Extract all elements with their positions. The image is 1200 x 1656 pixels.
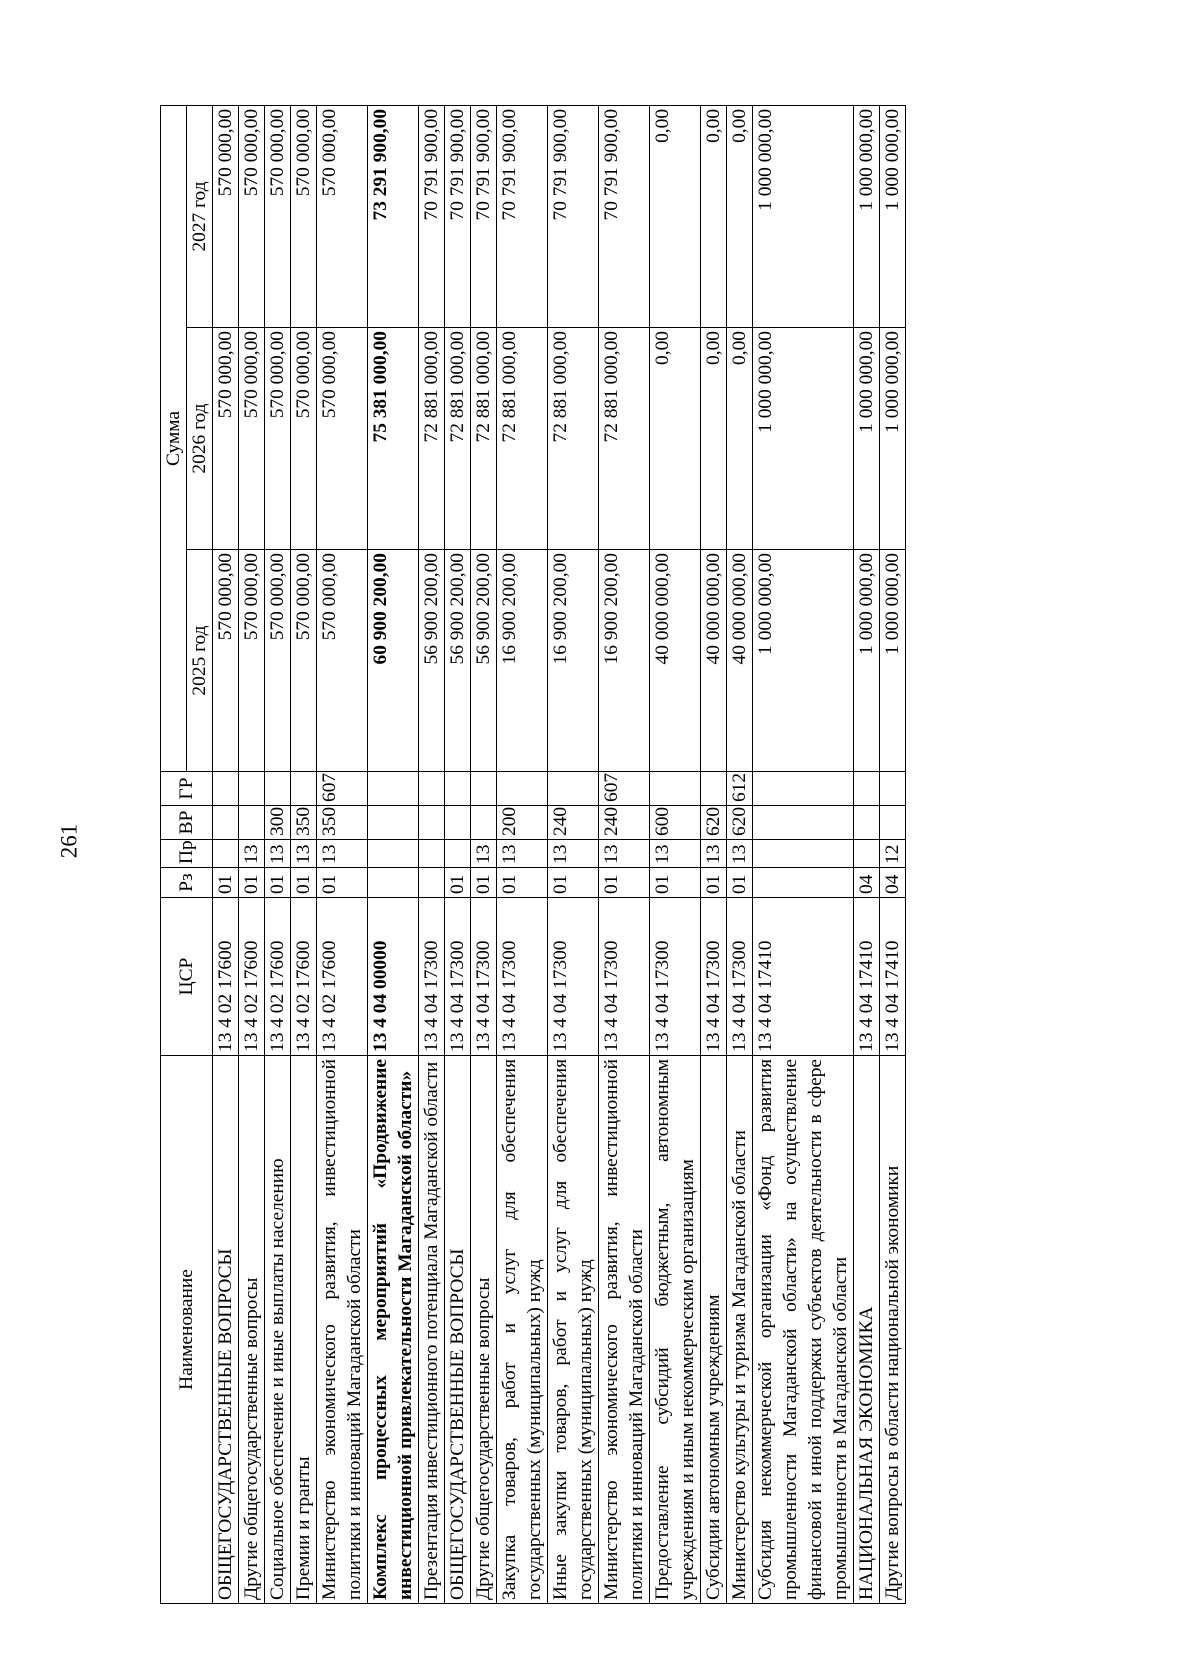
- row-gr: [854, 772, 880, 806]
- row-csr: 13 4 04 17410: [753, 898, 854, 1056]
- row-gr: [497, 772, 548, 806]
- row-csr: 13 4 04 17300: [599, 898, 650, 1056]
- row-gr: [650, 772, 701, 806]
- row-csr: 13 4 04 17300: [497, 898, 548, 1056]
- header-rz: Рз: [161, 868, 213, 898]
- table-row: [213, 105, 239, 1603]
- row-pr: 13: [317, 840, 368, 868]
- row-sum-2025: 570 000,00: [265, 550, 291, 772]
- table-row: [239, 105, 265, 1603]
- row-rz: 01: [213, 868, 239, 898]
- row-sum-2027: 570 000,00: [265, 105, 291, 327]
- row-sum-2025: 56 900 200,00: [419, 550, 445, 772]
- row-gr: [701, 772, 727, 806]
- table-row: [291, 105, 317, 1603]
- row-gr: 607: [317, 772, 368, 806]
- row-rz: 01: [497, 868, 548, 898]
- row-gr: [471, 772, 497, 806]
- row-sum-2026: 0,00: [701, 328, 727, 550]
- row-name: ОБЩЕГОСУДАРСТВЕННЫЕ ВОПРОСЫ: [445, 1056, 471, 1604]
- row-pr: [753, 840, 854, 868]
- row-rz: 01: [239, 868, 265, 898]
- row-csr: 13 4 02 17600: [239, 898, 265, 1056]
- row-vr: [471, 806, 497, 840]
- row-sum-2025: 570 000,00: [291, 550, 317, 772]
- row-vr: [753, 806, 854, 840]
- row-csr: 13 4 04 17300: [548, 898, 599, 1056]
- row-name: Министерство культуры и туризма Магаданской области: [727, 1056, 753, 1604]
- row-rz: [419, 868, 445, 898]
- row-csr: 13 4 02 17600: [265, 898, 291, 1056]
- row-pr: 13: [265, 840, 291, 868]
- row-name: Другие вопросы в области национальной экономики: [880, 1056, 906, 1604]
- row-name: Субсидии автономным учреждениям: [701, 1056, 727, 1604]
- row-pr: [854, 840, 880, 868]
- row-sum-2026: 0,00: [727, 328, 753, 550]
- row-csr: 13 4 04 17300: [419, 898, 445, 1056]
- row-sum-2027: 73 291 900,00: [368, 105, 419, 327]
- row-gr: [368, 772, 419, 806]
- row-gr: 607: [599, 772, 650, 806]
- row-sum-2027: 0,00: [727, 105, 753, 327]
- table-row: [445, 105, 471, 1603]
- row-sum-2027: 70 791 900,00: [497, 105, 548, 327]
- row-pr: 13: [291, 840, 317, 868]
- table-row: [317, 105, 368, 1603]
- rotated-table-sheet: [160, 108, 1160, 1604]
- row-pr: [419, 840, 445, 868]
- header-sum: Сумма: [161, 105, 187, 771]
- row-sum-2026: 570 000,00: [291, 328, 317, 550]
- row-csr: 13 4 04 17300: [650, 898, 701, 1056]
- row-sum-2025: 570 000,00: [317, 550, 368, 772]
- row-sum-2025: 40 000 000,00: [650, 550, 701, 772]
- row-gr: [548, 772, 599, 806]
- row-sum-2027: 70 791 900,00: [445, 105, 471, 327]
- row-sum-2026: 570 000,00: [213, 328, 239, 550]
- row-name: Министерство экономического развития, инвестиционной политики и инноваций Магаданской области: [599, 1056, 650, 1604]
- row-sum-2025: 1 000 000,00: [753, 550, 854, 772]
- row-sum-2026: 72 881 000,00: [599, 328, 650, 550]
- row-vr: 620: [701, 806, 727, 840]
- row-name: Субсидия некоммерческой организации «Фонд развития промышленности Магаданской области» на осуществление финансовой и иной поддержки субъектов деятельности в сфере промышленности в Магаданской области: [753, 1056, 854, 1604]
- row-csr: 13 4 04 17300: [471, 898, 497, 1056]
- header-year-2027: 2027 год: [187, 105, 213, 327]
- row-sum-2027: 70 791 900,00: [471, 105, 497, 327]
- row-gr: [239, 772, 265, 806]
- row-sum-2027: 70 791 900,00: [599, 105, 650, 327]
- table-row: [265, 105, 291, 1603]
- table-row: [880, 105, 906, 1603]
- table-row: [599, 105, 650, 1603]
- row-pr: 13: [599, 840, 650, 868]
- table-row: [727, 105, 753, 1603]
- row-sum-2026: 72 881 000,00: [497, 328, 548, 550]
- row-rz: 01: [291, 868, 317, 898]
- row-pr: 13: [548, 840, 599, 868]
- row-pr: [445, 840, 471, 868]
- header-name: Наименование: [161, 1056, 213, 1604]
- row-pr: [368, 840, 419, 868]
- header-csr: ЦСР: [161, 898, 213, 1056]
- row-sum-2025: 570 000,00: [213, 550, 239, 772]
- row-sum-2025: 60 900 200,00: [368, 550, 419, 772]
- row-vr: 300: [265, 806, 291, 840]
- header-gr: ГР: [161, 772, 213, 806]
- row-sum-2025: 40 000 000,00: [701, 550, 727, 772]
- row-gr: [753, 772, 854, 806]
- row-vr: 240: [599, 806, 650, 840]
- row-vr: [880, 806, 906, 840]
- row-vr: 600: [650, 806, 701, 840]
- row-csr: 13 4 04 17300: [727, 898, 753, 1056]
- row-sum-2025: 16 900 200,00: [497, 550, 548, 772]
- row-name: ОБЩЕГОСУДАРСТВЕННЫЕ ВОПРОСЫ: [213, 1056, 239, 1604]
- row-csr: 13 4 04 17300: [701, 898, 727, 1056]
- row-name: Премии и гранты: [291, 1056, 317, 1604]
- row-name: Социальное обеспечение и иные выплаты населению: [265, 1056, 291, 1604]
- row-pr: 13: [650, 840, 701, 868]
- row-rz: 01: [445, 868, 471, 898]
- table-row: [419, 105, 445, 1603]
- row-sum-2027: 70 791 900,00: [548, 105, 599, 327]
- row-sum-2027: 1 000 000,00: [880, 105, 906, 327]
- table-row: [471, 105, 497, 1603]
- row-name: Комплекс процессных мероприятий «Продвижение инвестиционной привлекательности Магаданской области»: [368, 1056, 419, 1604]
- table-header: [161, 105, 213, 1603]
- row-sum-2026: 570 000,00: [265, 328, 291, 550]
- row-sum-2025: 40 000 000,00: [727, 550, 753, 772]
- row-name: Иные закупки товаров, работ и услуг для обеспечения государственных (муниципальных) нужд: [548, 1056, 599, 1604]
- row-sum-2026: 75 381 000,00: [368, 328, 419, 550]
- header-year-2025: 2025 год: [187, 550, 213, 772]
- row-sum-2025: 570 000,00: [239, 550, 265, 772]
- row-sum-2025: 1 000 000,00: [880, 550, 906, 772]
- row-sum-2025: 56 900 200,00: [471, 550, 497, 772]
- row-vr: [419, 806, 445, 840]
- header-vr: ВР: [161, 806, 213, 840]
- row-name: Предоставление субсидий бюджетным, автономным учреждениям и иным некоммерческим организациям: [650, 1056, 701, 1604]
- row-vr: [213, 806, 239, 840]
- page-number: 261: [56, 823, 82, 859]
- row-vr: 620: [727, 806, 753, 840]
- row-vr: 200: [497, 806, 548, 840]
- row-gr: [419, 772, 445, 806]
- row-sum-2027: 570 000,00: [213, 105, 239, 327]
- row-name: НАЦИОНАЛЬНАЯ ЭКОНОМИКА: [854, 1056, 880, 1604]
- row-sum-2026: 570 000,00: [317, 328, 368, 550]
- row-rz: 01: [548, 868, 599, 898]
- table-row: [368, 105, 419, 1603]
- row-pr: [213, 840, 239, 868]
- row-sum-2027: 570 000,00: [317, 105, 368, 327]
- row-sum-2025: 16 900 200,00: [599, 550, 650, 772]
- table-row: [497, 105, 548, 1603]
- row-pr: 13: [471, 840, 497, 868]
- row-rz: 01: [471, 868, 497, 898]
- row-vr: [854, 806, 880, 840]
- row-pr: 12: [880, 840, 906, 868]
- header-pr: Пр: [161, 840, 213, 868]
- row-sum-2025: 1 000 000,00: [854, 550, 880, 772]
- row-pr: 13: [701, 840, 727, 868]
- row-name: Другие общегосударственные вопросы: [239, 1056, 265, 1604]
- row-sum-2027: 570 000,00: [239, 105, 265, 327]
- table-body: [213, 105, 906, 1603]
- table-row: [854, 105, 880, 1603]
- row-pr: 13: [497, 840, 548, 868]
- row-csr: 13 4 04 00000: [368, 898, 419, 1056]
- row-sum-2026: 570 000,00: [239, 328, 265, 550]
- row-vr: 240: [548, 806, 599, 840]
- row-rz: [753, 868, 854, 898]
- row-rz: 04: [854, 868, 880, 898]
- row-gr: 612: [727, 772, 753, 806]
- row-sum-2026: 1 000 000,00: [854, 328, 880, 550]
- row-sum-2026: 72 881 000,00: [445, 328, 471, 550]
- row-vr: [445, 806, 471, 840]
- row-csr: 13 4 02 17600: [213, 898, 239, 1056]
- row-csr: 13 4 04 17410: [854, 898, 880, 1056]
- row-sum-2027: 0,00: [650, 105, 701, 327]
- row-sum-2027: 1 000 000,00: [753, 105, 854, 327]
- header-year-2026: 2026 год: [187, 328, 213, 550]
- row-rz: 01: [317, 868, 368, 898]
- row-name: Другие общегосударственные вопросы: [471, 1056, 497, 1604]
- table-row: [650, 105, 701, 1603]
- table-row: [548, 105, 599, 1603]
- row-csr: 13 4 02 17600: [291, 898, 317, 1056]
- row-sum-2027: 570 000,00: [291, 105, 317, 327]
- row-csr: 13 4 04 17300: [445, 898, 471, 1056]
- row-rz: [368, 868, 419, 898]
- row-sum-2025: 16 900 200,00: [548, 550, 599, 772]
- row-sum-2026: 1 000 000,00: [880, 328, 906, 550]
- row-csr: 13 4 02 17600: [317, 898, 368, 1056]
- row-vr: 350: [291, 806, 317, 840]
- row-rz: 01: [599, 868, 650, 898]
- row-gr: [445, 772, 471, 806]
- row-name: Презентация инвестиционного потенциала Магаданской области: [419, 1056, 445, 1604]
- row-vr: [368, 806, 419, 840]
- table-row: [701, 105, 727, 1603]
- row-rz: 01: [701, 868, 727, 898]
- row-pr: 13: [239, 840, 265, 868]
- row-gr: [880, 772, 906, 806]
- row-sum-2027: 0,00: [701, 105, 727, 327]
- row-pr: 13: [727, 840, 753, 868]
- row-vr: 350: [317, 806, 368, 840]
- row-vr: [239, 806, 265, 840]
- row-sum-2026: 72 881 000,00: [419, 328, 445, 550]
- row-sum-2026: 72 881 000,00: [548, 328, 599, 550]
- row-sum-2027: 1 000 000,00: [854, 105, 880, 327]
- row-rz: 01: [727, 868, 753, 898]
- row-gr: [213, 772, 239, 806]
- row-name: Закупка товаров, работ и услуг для обеспечения государственных (муниципальных) нужд: [497, 1056, 548, 1604]
- row-sum-2026: 1 000 000,00: [753, 328, 854, 550]
- row-rz: 04: [880, 868, 906, 898]
- row-rz: 01: [265, 868, 291, 898]
- table-row: [753, 105, 854, 1603]
- row-sum-2026: 0,00: [650, 328, 701, 550]
- row-sum-2026: 72 881 000,00: [471, 328, 497, 550]
- budget-table: [160, 105, 906, 1604]
- row-gr: [265, 772, 291, 806]
- row-csr: 13 4 04 17410: [880, 898, 906, 1056]
- row-name: Министерство экономического развития, инвестиционной политики и инноваций Магаданской области: [317, 1056, 368, 1604]
- row-gr: [291, 772, 317, 806]
- row-sum-2025: 56 900 200,00: [445, 550, 471, 772]
- row-rz: 01: [650, 868, 701, 898]
- row-sum-2027: 70 791 900,00: [419, 105, 445, 327]
